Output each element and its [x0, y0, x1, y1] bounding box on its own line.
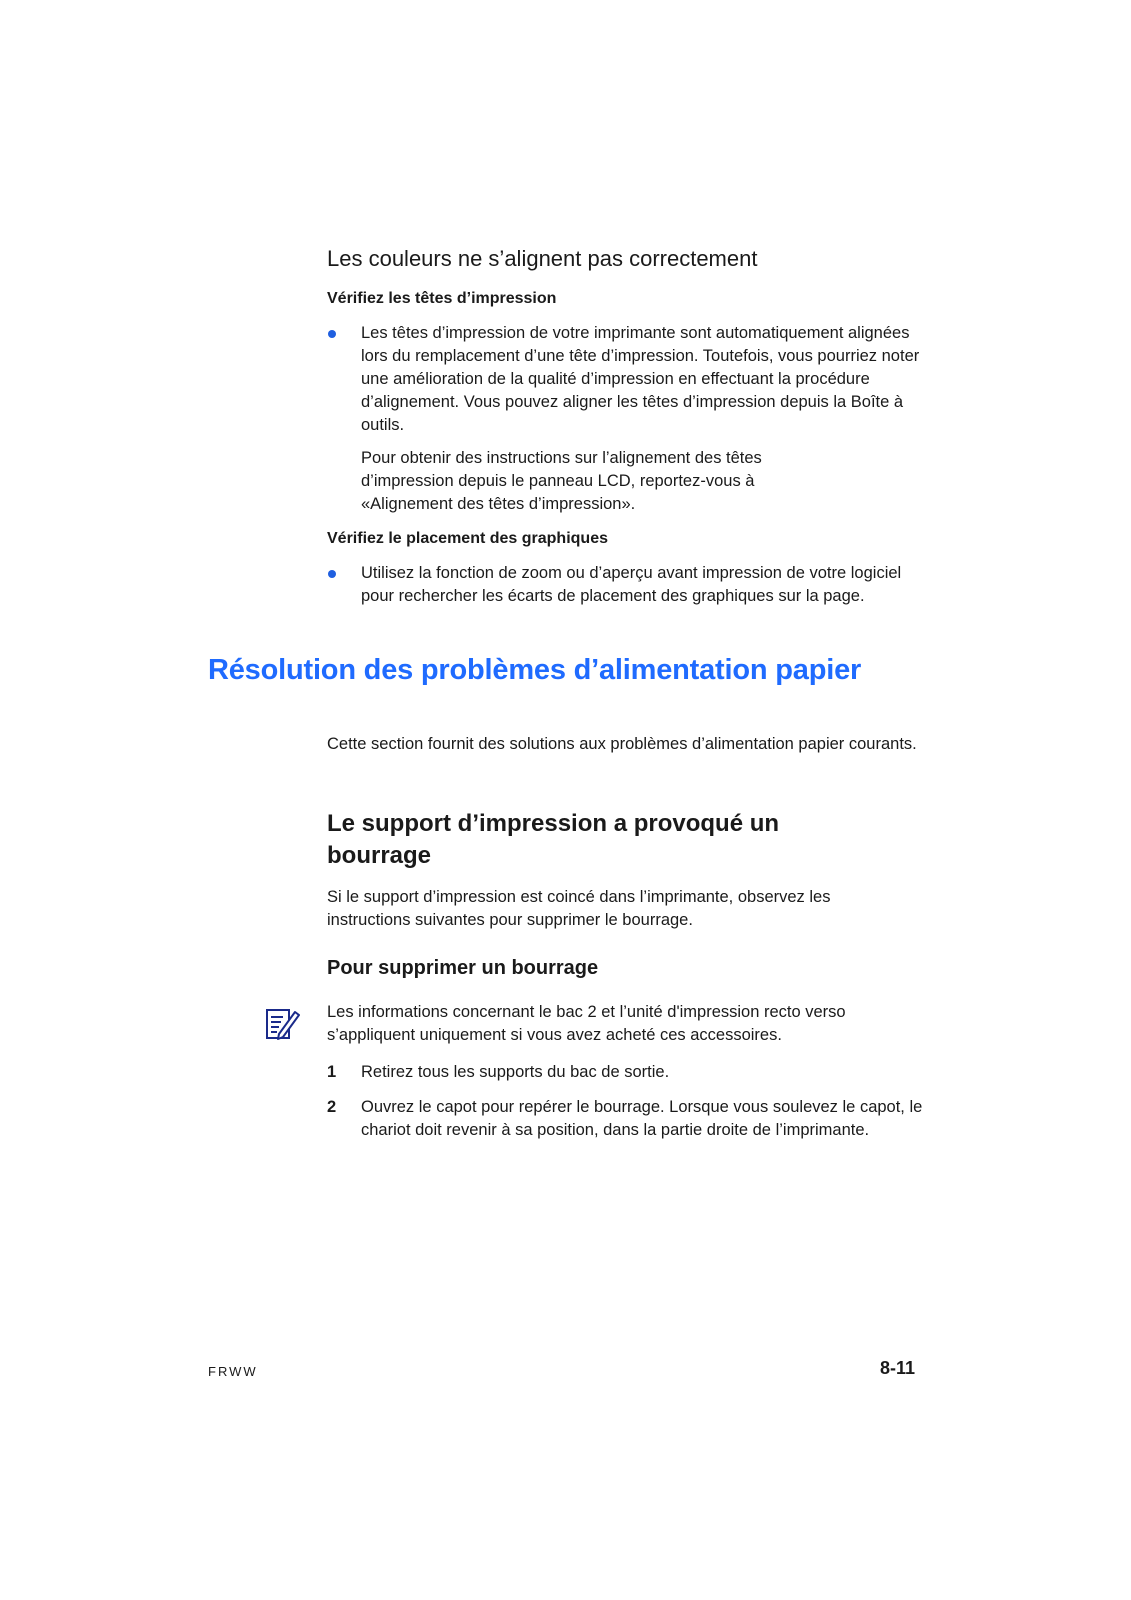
section-intro: Cette section fournit des solutions aux problèmes d’alimentation papier courants. [327, 735, 917, 753]
step-number: 1 [327, 1063, 337, 1081]
note-pencil-icon [265, 1006, 301, 1042]
procedure-title: Pour supprimer un bourrage [327, 957, 599, 979]
check-heads-label: Vérifiez les têtes d’impression [327, 290, 557, 307]
footer-label: FRWW [208, 1364, 258, 1379]
step-number: 2 [327, 1098, 337, 1116]
step-text: Retirez tous les supports du bac de sortie. [361, 1063, 670, 1081]
procedure-note: Les informations concernant le bac 2 et l’unité d'impression recto verso s’appliquent uniquement si vous avez acheté ces accessoires. [327, 1003, 846, 1044]
check-heads-followup: Pour obtenir des instructions sur l’alignement des têtes d’impression depuis le panneau LCD, reportez-vous à «Alignement des têtes d’impression». [361, 449, 762, 513]
check-graphics-label: Vérifiez le placement des graphiques [327, 530, 608, 547]
bullet-icon [328, 570, 336, 578]
page-number: 8-11 [880, 1358, 916, 1378]
section-title: Résolution des problèmes d’alimentation papier [208, 654, 862, 686]
step-text: Ouvrez le capot pour repérer le bourrage. Lorsque vous soulevez le capot, le chariot doit revenir à sa position, dans la partie droite de l’imprimante. [361, 1098, 923, 1139]
jam-title: Le support d’impression a provoqué un bourrage [327, 810, 780, 869]
subsection-title: Les couleurs ne s’alignent pas correctement [327, 246, 758, 271]
check-graphics-bullet: Utilisez la fonction de zoom ou d’aperçu avant impression de votre logiciel pour rechercher les écarts de placement des graphiques sur la page. [361, 564, 902, 605]
jam-intro: Si le support d’impression est coincé dans l’imprimante, observez les instructions suivantes pour supprimer le bourrage. [327, 888, 831, 929]
check-heads-bullet: Les têtes d’impression de votre imprimante sont automatiquement alignées lors du remplacement d’une tête d’impression. Toutefois, vous pourriez noter une amélioration de la qualité d’impression en effectuant la procédure d’alignement. Vous pouvez aligner les têtes d’impression depuis la Boîte à outils. [361, 324, 920, 434]
bullet-icon [328, 330, 336, 338]
